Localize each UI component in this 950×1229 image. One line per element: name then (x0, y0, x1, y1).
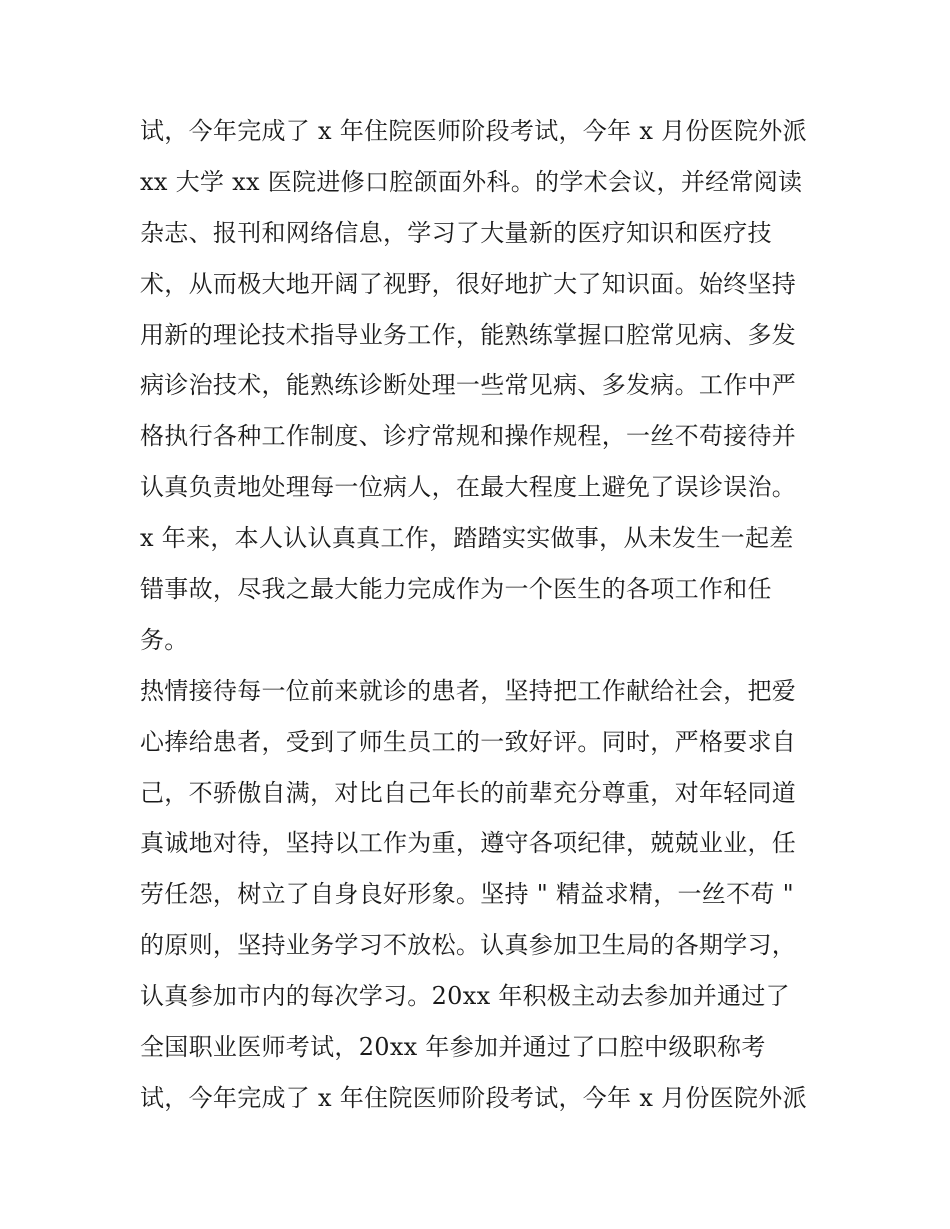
text-line: 真诚地对待，坚持以工作为重，遵守各项纪律，兢兢业业，任 (140, 829, 797, 858)
text-line: 心捧给患者，受到了师生员工的一致好评。同时，严格要求自 (140, 727, 797, 756)
text-line: 热情接待每一位前来就诊的患者，坚持把工作献给社会，把爱 (140, 676, 797, 705)
text-line: 格执行各种工作制度、诊疗常规和操作规程，一丝不苟接待并 (140, 422, 797, 451)
text-line: 病诊治技术，能熟练诊断处理一些常见病、多发病。工作中严 (140, 371, 797, 400)
text-line: 劳任怨，树立了自身良好形象。坚持 " 精益求精，一丝不苟 " (140, 880, 794, 909)
text-line: 己，不骄傲自满，对比自己年长的前辈充分尊重，对年轻同道 (140, 778, 797, 807)
text-line: 术，从而极大地开阔了视野，很好地扩大了知识面。始终坚持 (140, 269, 797, 298)
text-line: 试，今年完成了 x 年住院医师阶段考试，今年 x 月份医院外派 (140, 1083, 807, 1112)
text-line: 用新的理论技术指导业务工作，能熟练掌握口腔常见病、多发 (140, 320, 797, 349)
text-line: 的原则，坚持业务学习不放松。认真参加卫生局的各期学习， (140, 931, 797, 960)
text-line: x 年来，本人认认真真工作，踏踏实实做事，从未发生一起差 (140, 524, 794, 553)
text-line: 认真负责地处理每一位病人，在最大程度上避免了误诊误治。 (140, 473, 797, 502)
text-line: 全国职业医师考试，20xx 年参加并通过了口腔中级职称考 (140, 1033, 766, 1062)
body-text (140, 106, 830, 1124)
text-line: 认真参加市内的每次学习。20xx 年积极主动去参加并通过了 (140, 982, 790, 1011)
text-line: 杂志、报刊和网络信息，学习了大量新的医疗知识和医疗技 (140, 218, 772, 247)
text-line: xx 大学 xx 医院进修口腔颌面外科。的学术会议，并经常阅读 (140, 167, 803, 196)
text-line: 错事故，尽我之最大能力完成作为一个医生的各项工作和任 (140, 575, 772, 604)
text-line: 务。 (140, 625, 189, 654)
text-line: 试，今年完成了 x 年住院医师阶段考试，今年 x 月份医院外派 (140, 117, 807, 145)
